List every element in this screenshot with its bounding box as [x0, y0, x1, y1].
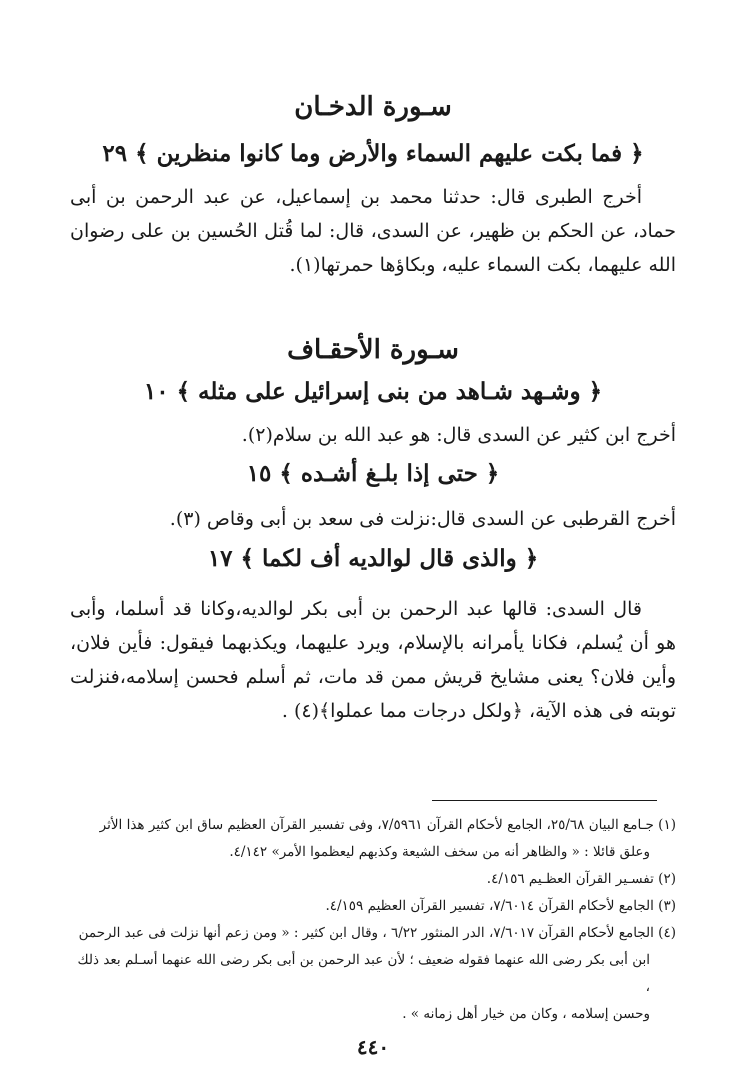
commentary-paragraph: أخرج ابن كثير عن السدى قال: هو عبد الله بن سلام(٢). [241, 424, 676, 446]
footnote-line: وحسن إسلامه ، وكان من خيار أهل زمانه » . [402, 1006, 650, 1022]
verse-heading-17: ﴿ والذى قال لوالديه أف لكما ﴾ ١٧ [207, 545, 539, 572]
footnotes [70, 812, 676, 1028]
footnote-line: ابن أبى بكر رضى الله عنهما فقوله ضعيف ؛ لأن عبد الرحمن بن أبى بكر رضى الله عنهما أسـلم بعد ذلك ، [77, 952, 650, 995]
commentary-block [70, 418, 676, 452]
verse-heading-29: ﴿ فما بكت عليهم السماء والأرض وما كانوا منظرين ﴾ ٢٩ [102, 140, 644, 167]
surah-title-ahqaf: سـورة الأحقـاف [287, 335, 459, 365]
footnote-line: (٣) الجامع لأحكام القرآن ٧/٦٠١٤، تفسير القرآن العظيم ٤/١٥٩. [325, 898, 676, 914]
commentary-block [70, 502, 676, 536]
footnote-divider [432, 800, 657, 801]
footnote-line: (٢) تفسـير القرآن العظـيم ٤/١٥٦. [486, 871, 676, 887]
commentary-paragraph: أخرج الطبرى قال: حدثنا محمد بن إسماعيل، عن عبد الرحمن بن أبى حماد، عن الحكم بن ظهير، عن السدى، قال: لما قُتل الحُسين بن على رضوان الله عليهما، بكت السماء عليه، وبكاؤها حمرتها(١). [70, 186, 676, 276]
surah-title-dukhan: سـورة الدخـان [294, 92, 452, 122]
commentary-paragraph: قال السدى: قالها عبد الرحمن بن أبى بكر لوالديه،وكانا قد أسلما، وأبى هو أن يُسلم، فكانا يأمرانه بالإسلام، ويرد عليهما، ويكذبهما فيقول: فأين فلان، وأين فلان؟ يعنى مشايخ قريش ممن قد مات، ثم أسلم فحسن إسلامه،فنزلت توبته فى هذه الآية، ﴿ولكل درجات مما عملوا﴾(٤) . [70, 598, 676, 722]
commentary-block [70, 592, 676, 728]
commentary-block [70, 180, 676, 282]
verse-heading-15: ﴿ حتى إذا بلـغ أشـده ﴾ ١٥ [246, 460, 500, 487]
footnote-line: وعلق قائلا : « والظاهر أنه من سخف الشيعة وكذبهم ليعظموا الأمر» ٤/١٤٢. [229, 844, 650, 860]
commentary-paragraph: أخرج القرطبى عن السدى قال:نزلت فى سعد بن أبى وقاص (٣). [169, 508, 676, 530]
footnote-line: (٤) الجامع لأحكام القرآن ٧/٦٠١٧، الدر المنثور ٦/٢٢ ، وقال ابن كثير : « ومن زعم أنها نزلت فى عبد الرحمن [78, 925, 676, 941]
verse-heading-10: ﴿ وشـهد شـاهد من بنى إسرائيل على مثله ﴾ ١٠ [143, 378, 603, 405]
footnote-line: (١) جـامع البيان ٢٥/٦٨، الجامع لأحكام القرآن ٧/٥٩٦١، وفى تفسير القرآن العظيم ساق ابن كثير هذا الأثر [99, 817, 676, 833]
page-number: ٤٤٠ [356, 1035, 390, 1059]
